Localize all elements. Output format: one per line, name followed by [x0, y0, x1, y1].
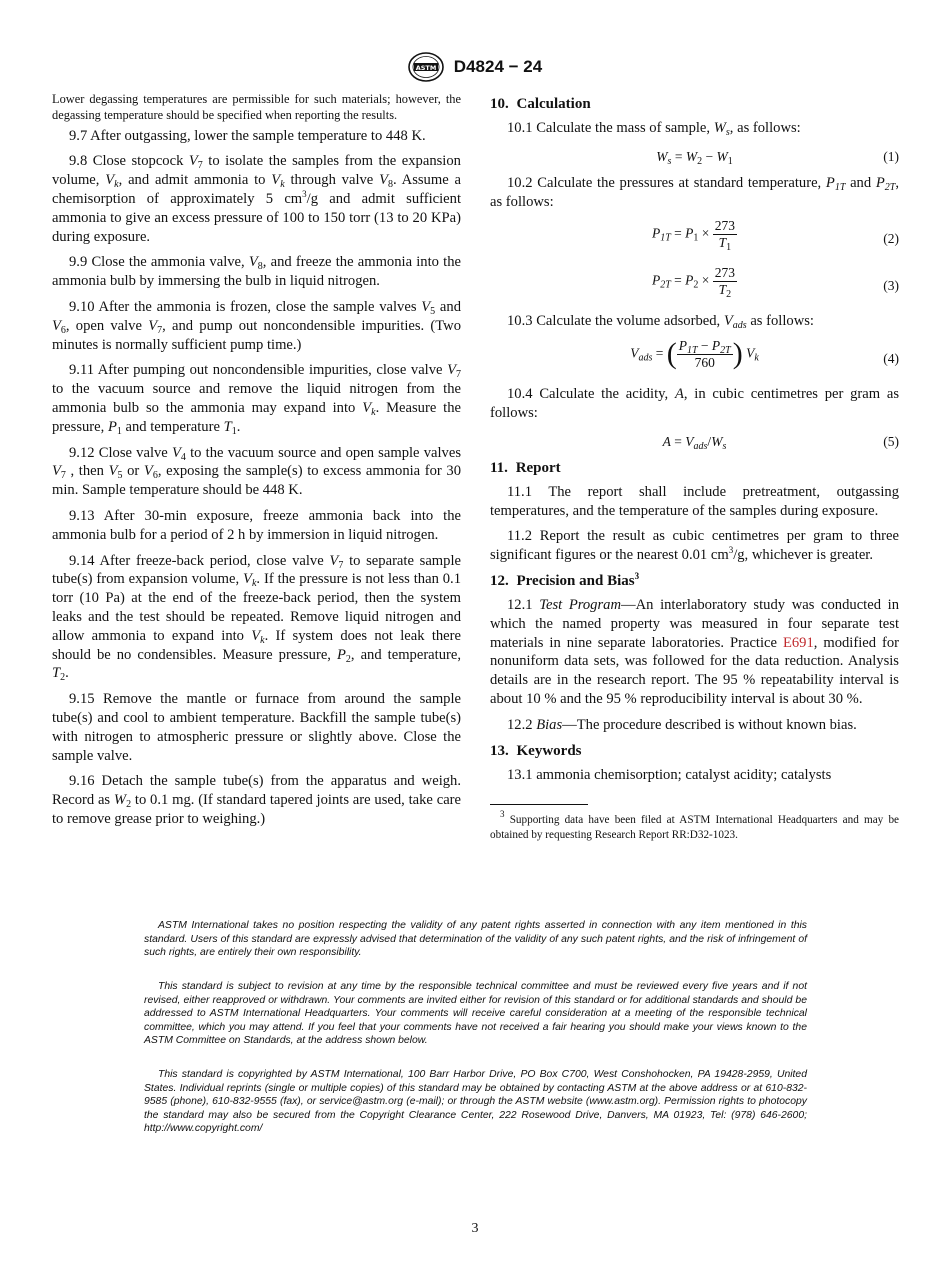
- right-column: [490, 92, 899, 842]
- section-9-10: 9.10 After the ammonia is frozen, close the sample valves $V_5$ and $V_6$, open valve $V_7$, and pump out noncondensible impurities. (Two minutes is normally sufficient pump time.): [52, 298, 461, 353]
- copyright-notice: This standard is copyrighted by ASTM International, 100 Barr Harbor Drive, PO Box C700, West Conshohocken, PA 19428-2959, United States. Individual reprints (single or multiple copies) of this standard may be obtained by contacting ASTM at the above address or at 610-832-9585 (phone), 610-832-9555 (fax), or service@astm.org (e-mail); or through the ASTM website (www.astm.org). Permission rights to photocopy the standard may also be secured from the Copyright Clearance Center, 222 Rosewood Drive, Danvers, MA 01923, Tel: (978) 646-2600; http://www.copyright.com/: [144, 1069, 807, 1134]
- equation-number: (4): [883, 351, 899, 367]
- footnote-divider: [490, 804, 588, 805]
- section-13-heading: 13. Keywords: [490, 742, 582, 759]
- equation-3: $P_{2T} = P_2$ × $\frac{273}{T_2}$ (3): [651, 265, 899, 301]
- section-13-1: 13.1 ammonia chemisorption; catalyst acidity; catalysts: [507, 766, 832, 783]
- svg-text:ASTM: ASTM: [415, 63, 437, 72]
- section-11-heading: 11. Report: [490, 459, 561, 476]
- section-9-16: 9.16 Detach the sample tube(s) from the apparatus and weigh. Record as $W_2$ to 0.1 mg. (If standard tapered joints are used, take care to remove grease prior to weighing.): [52, 773, 462, 827]
- page-number: 3: [471, 1221, 479, 1236]
- equation-5: $A = V_{ads}/W_s$ (5): [662, 433, 899, 452]
- e691-link[interactable]: E691: [782, 634, 814, 651]
- section-11-1: 11.1 The report shall include pretreatment, outgassing temperatures, and the temperature of the samples during exposure.: [490, 483, 899, 519]
- section-10-4: 10.4 Calculate the acidity, A, in cubic centimetres per gram as follows:: [490, 386, 900, 421]
- revision-notice: This standard is subject to revision at any time by the responsible technical committee and must be reviewed every five years and if not revised, either reapproved or withdrawn. Your comments are invited either for revision of this standard or for additional standards and should be addressed to ASTM International Headquarters. Your comments will receive careful consideration at a meeting of the responsible technical committee, which you may attend. If you feel that your comments have not received a fair hearing you should make your views known to the ASTM Committee on Standards, at the address shown below.: [144, 981, 807, 1046]
- standard-designation: D4824 − 24: [453, 57, 543, 76]
- left-column: [52, 92, 461, 836]
- section-12-1: 12.1 Test Program—An interlaboratory study was conducted in which the named property was measured in four separate test materials in nine separate laboratories. Practice E691, modified for nonuniform data sets, was followed for the data reduction. Analysis details are in the research report. The 95 % repeatability interval is about 10 % and the 95 % reproducibility interval is about 30 %.: [490, 596, 899, 707]
- equation-4: $V_{ads}$ = ( $\frac{P_{1T} - P_{2T}}{760}$ ) $V_k$ (4): [630, 337, 899, 371]
- section-11-2: 11.2 Report the result as cubic centimetres per gram to three significant figures or the nearest 0.01 $cm^3/g$, whichever is greater.: [490, 528, 899, 564]
- section-10-1: 10.1 Calculate the mass of sample, $W_s$, as follows:: [507, 120, 801, 138]
- equation-number: (3): [883, 278, 899, 294]
- section-10-heading: 10. Calculation: [490, 96, 591, 112]
- section-10-3: 10.3 Calculate the volume adsorbed, $V_{ads}$ as follows:: [507, 313, 814, 332]
- section-9-9: 9.9 Close the ammonia valve, $V_8$, and freeze the ammonia into the ammonia bulb by immersing the bulb in liquid nitrogen.: [52, 254, 461, 290]
- section-12-heading: 12. Precision and Bias$^3$: [490, 570, 640, 589]
- astm-logo-icon: [408, 52, 444, 82]
- section-9-12: 9.12 Close valve $V_4$ to the vacuum source and open sample valves $V_7$ , then $V_5$ or $V_6$, exposing the sample(s) to excess ammonia for 30 min. Sample temperature should be 448 K.: [52, 444, 462, 499]
- section-9-14: 9.14 After freeze-back period, close valve $V_7$ to separate sample tube(s) from expansion volume, $V_k$. If the pressure is not less than 0.1 torr (10 Pa) at the end of the freeze-back period, then the system leaks and the test should be repeated. Remove liquid nitrogen and allow ammonia to expand into $V_k$. If system does not leak there should be no condensibles. Measure pressure, $P_2$, and temperature, $T_2$.: [52, 552, 461, 684]
- footnote-3: $^3$ Supporting data have been filed at ASTM International Headquarters and may be obtained by requesting Research Report RR:D32-1023.: [490, 809, 900, 841]
- equation-2: $P_{1T} = P_1$ × $\frac{273}{T_1}$ (2): [651, 218, 899, 254]
- section-9-7: 9.7 After outgassing, lower the sample temperature to 448 K.: [69, 127, 426, 144]
- equation-number: (1): [883, 148, 899, 164]
- intro-paragraph: Lower degassing temperatures are permissible for such materials; however, the degassing temperature should be specified when reporting the results.: [52, 92, 461, 122]
- equation-1: $W_s = W_2 - W_1$ (1): [656, 148, 899, 167]
- section-10-2: 10.2 Calculate the pressures at standard temperature, $P_{1T}$ and $P_{2T}$, as follows:: [490, 174, 899, 210]
- section-9-15: 9.15 Remove the mantle or furnace from around the sample tube(s) and cool to ambient temperature. Backfill the sample tube(s) with nitrogen to atmospheric pressure or slightly above. Close the sample valve.: [52, 691, 461, 764]
- equation-number: (2): [883, 231, 899, 247]
- section-9-8: 9.8 Close stopcock $V_7$ to isolate the samples from the expansion volume, $V_k$, and admit ammonia to $V_k$ through valve $V_8$. Assume a chemisorption of approximately 5 $cm^3/g$ and admit sufficient ammonia to give an excess pressure of 100 to 150 torr (13 to 20 KPa) during exposure.: [52, 153, 461, 245]
- section-9-11: 9.11 After pumping out noncondensible impurities, close valve $V_7$ to the vacuum source and remove the liquid nitrogen from the ammonia bulb so the ammonia may expand into $V_k$. Measure the pressure, $P_1$ and temperature $T_1$.: [52, 362, 462, 437]
- page-header: [0, 52, 950, 82]
- equation-number: (5): [883, 433, 899, 449]
- section-12-2: 12.2 Bias—The procedure described is without known bias.: [507, 716, 857, 733]
- section-9-13: 9.13 After 30-min exposure, freeze ammonia back into the ammonia bulb for a period of 2 h by immersion in liquid nitrogen.: [52, 507, 462, 543]
- patent-notice: ASTM International takes no position respecting the validity of any patent rights asserted in connection with any item mentioned in this standard. Users of this standard are expressly advised that determination of the validity of any such patent rights, and the risk of infringement of such rights, are entirely their own responsibility.: [144, 920, 807, 958]
